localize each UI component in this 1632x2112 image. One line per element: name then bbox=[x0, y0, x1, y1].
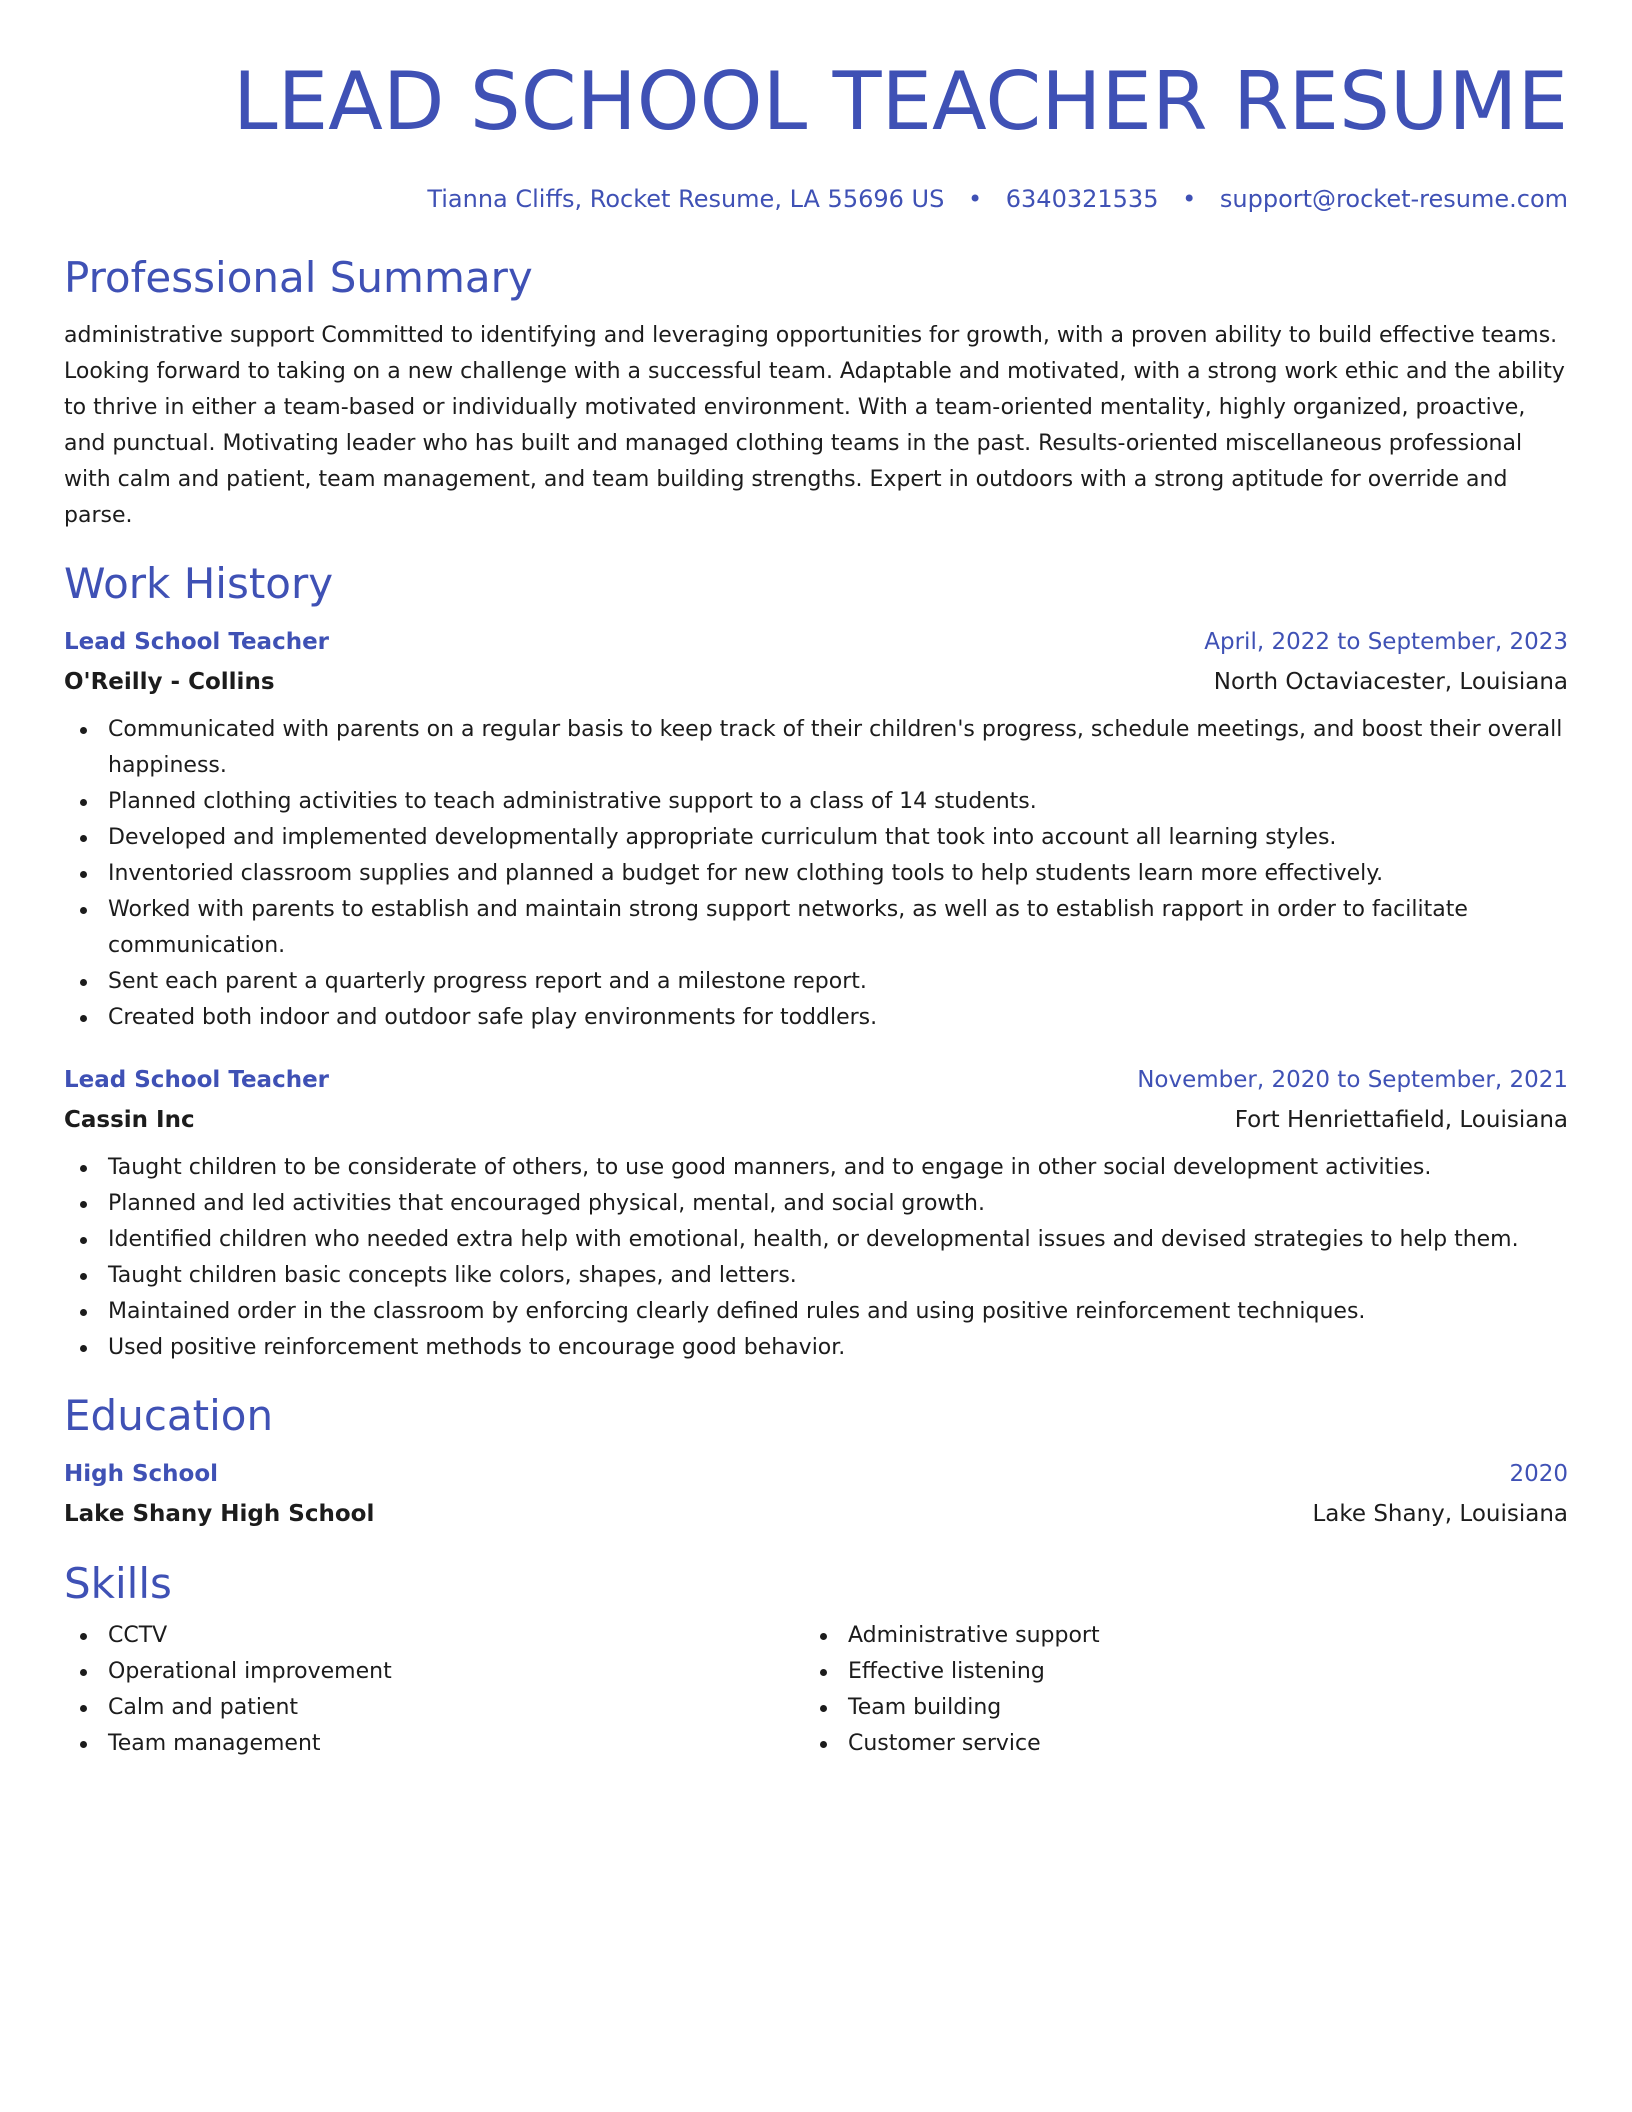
resume-title: LEAD SCHOOL TEACHER RESUME bbox=[233, 55, 1568, 148]
job-dates: November, 2020 to September, 2021 bbox=[1137, 1067, 1568, 1093]
job-title: Lead School Teacher bbox=[64, 629, 330, 655]
summary-heading: Professional Summary bbox=[64, 253, 533, 302]
bullet-icon bbox=[80, 1345, 87, 1352]
contact-email: support@rocket-resume.com bbox=[1219, 185, 1568, 213]
education-heading: Education bbox=[64, 1391, 274, 1440]
bullet-icon bbox=[80, 727, 87, 734]
job-dates: April, 2022 to September, 2023 bbox=[1204, 629, 1568, 655]
list-item: Sent each parent a quarterly progress report and a milestone report. bbox=[108, 964, 1568, 1000]
bullet-icon bbox=[80, 907, 87, 914]
contact-line bbox=[64, 184, 1568, 214]
list-item: Operational improvement bbox=[108, 1654, 804, 1690]
education-school: Lake Shany High School bbox=[64, 1501, 375, 1527]
list-item: Maintained order in the classroom by enforcing clearly defined rules and using positive reinforcement techniques. bbox=[108, 1294, 1568, 1330]
job-duties-list bbox=[64, 1150, 1568, 1366]
work-history-heading: Work History bbox=[64, 559, 334, 608]
list-item: Created both indoor and outdoor safe play environments for toddlers. bbox=[108, 1000, 1568, 1036]
bullet-icon bbox=[80, 1309, 87, 1316]
contact-address: Tianna Cliffs, Rocket Resume, LA 55696 US bbox=[427, 185, 945, 213]
bullet-icon bbox=[80, 1705, 87, 1712]
bullet-icon bbox=[80, 799, 87, 806]
job-duties-list bbox=[64, 712, 1568, 1036]
contact-phone: 6340321535 bbox=[1005, 185, 1159, 213]
bullet-icon bbox=[80, 1015, 87, 1022]
bullet-icon bbox=[80, 1201, 87, 1208]
job-location: North Octaviacester, Louisiana bbox=[1213, 669, 1568, 695]
education-location: Lake Shany, Louisiana bbox=[1312, 1501, 1568, 1527]
list-item: Effective listening bbox=[848, 1654, 1544, 1690]
contact-separator: • bbox=[1182, 185, 1197, 213]
contact-separator: • bbox=[967, 185, 983, 213]
list-item: Communicated with parents on a regular basis to keep track of their children's progress, schedule meetings, and boost their overall happiness. bbox=[108, 712, 1568, 784]
bullet-icon bbox=[820, 1633, 827, 1640]
bullet-icon bbox=[80, 1633, 87, 1640]
list-item: Identified children who needed extra help with emotional, health, or developmental issues and devised strategies to help them. bbox=[108, 1222, 1568, 1258]
skills-list bbox=[64, 1618, 804, 1762]
list-item: Inventoried classroom supplies and planned a budget for new clothing tools to help students learn more effectively. bbox=[108, 856, 1568, 892]
bullet-icon bbox=[80, 1237, 87, 1244]
summary-text: administrative support Committed to identifying and leveraging opportunities for growth, with a proven ability to build effective teams. Looking forward to taking on a new challenge with a successful team. Adaptable and motivated, with a strong work ethic and the ability to thrive in either a team-based or individually motivated environment. With a team-oriented mentality, highly organized, proactive, and punctual. Motivating leader who has built and managed clothing teams in the past. Results-oriented miscellaneous professional with calm and patient, team management, and team building strengths. Expert in outdoors with a strong aptitude for override and parse. bbox=[64, 323, 1565, 528]
bullet-icon bbox=[80, 835, 87, 842]
job-company: Cassin Inc bbox=[64, 1107, 195, 1133]
education-year: 2020 bbox=[1509, 1461, 1568, 1487]
bullet-icon bbox=[80, 979, 87, 986]
bullet-icon bbox=[820, 1741, 827, 1748]
bullet-icon bbox=[820, 1669, 827, 1676]
education-degree: High School bbox=[64, 1461, 219, 1487]
list-item: Used positive reinforcement methods to encourage good behavior. bbox=[108, 1330, 1568, 1366]
list-item: Calm and patient bbox=[108, 1690, 804, 1726]
list-item: Planned clothing activities to teach administrative support to a class of 14 students. bbox=[108, 784, 1568, 820]
list-item: Planned and led activities that encouraged physical, mental, and social growth. bbox=[108, 1186, 1568, 1222]
list-item: Team building bbox=[848, 1690, 1544, 1726]
bullet-icon bbox=[80, 1165, 87, 1172]
skills-column-right bbox=[804, 1618, 1544, 1762]
job-company: O'Reilly - Collins bbox=[64, 669, 275, 695]
job-location: Fort Henriettafield, Louisiana bbox=[1234, 1107, 1568, 1133]
bullet-icon bbox=[820, 1705, 827, 1712]
job-entry bbox=[64, 622, 1568, 1036]
skills-grid bbox=[64, 1618, 1568, 1762]
bullet-icon bbox=[80, 1669, 87, 1676]
list-item: Taught children to be considerate of others, to use good manners, and to engage in other social development activities. bbox=[108, 1150, 1568, 1186]
list-item: Worked with parents to establish and maintain strong support networks, as well as to establish rapport in order to facilitate communication. bbox=[108, 892, 1568, 964]
skills-heading: Skills bbox=[64, 1559, 172, 1608]
list-item: Developed and implemented developmentally appropriate curriculum that took into account all learning styles. bbox=[108, 820, 1568, 856]
bullet-icon bbox=[80, 1273, 87, 1280]
list-item: Administrative support bbox=[848, 1618, 1544, 1654]
job-title: Lead School Teacher bbox=[64, 1067, 330, 1093]
list-item: Team management bbox=[108, 1726, 804, 1762]
list-item: CCTV bbox=[108, 1618, 804, 1654]
skills-column-left bbox=[64, 1618, 804, 1762]
bullet-icon bbox=[80, 871, 87, 878]
list-item: Customer service bbox=[848, 1726, 1544, 1762]
list-item: Taught children basic concepts like colors, shapes, and letters. bbox=[108, 1258, 1568, 1294]
education-entry bbox=[64, 1454, 1568, 1534]
bullet-icon bbox=[80, 1741, 87, 1748]
job-entry bbox=[64, 1060, 1568, 1366]
skills-list bbox=[804, 1618, 1544, 1762]
